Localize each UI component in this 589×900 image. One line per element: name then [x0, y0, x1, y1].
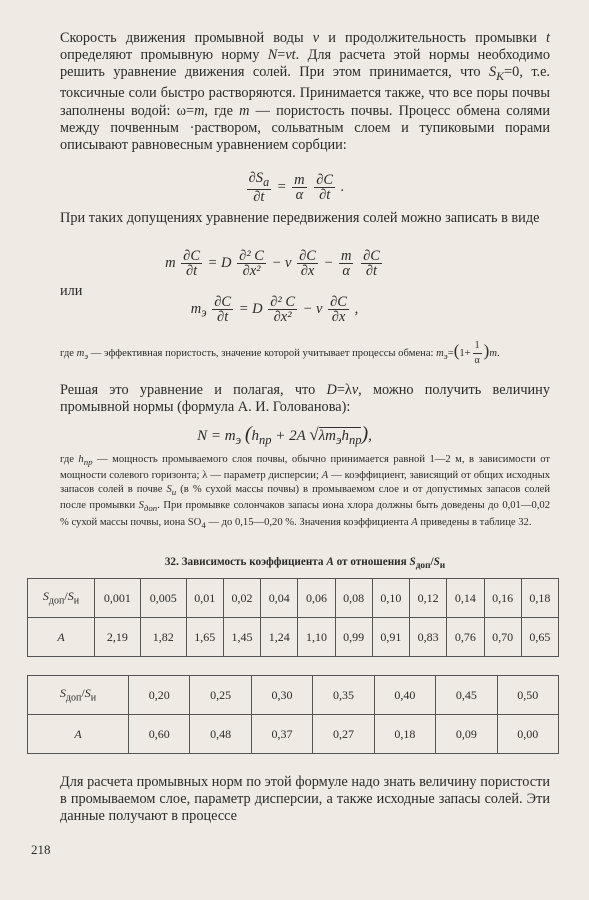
table-cell: 0,18: [374, 715, 435, 754]
table-cell: 0,01: [186, 579, 223, 618]
table-cell: 0,16: [484, 579, 521, 618]
table-row: [28, 618, 559, 657]
row-header-a: A: [28, 715, 129, 754]
paragraph-or: или: [60, 283, 83, 299]
table-cell: 1,82: [140, 618, 186, 657]
table-cell: 0,001: [95, 579, 141, 618]
table-cell: 0,35: [313, 676, 374, 715]
coefficient-table-part1: [27, 578, 559, 657]
paragraph-assumptions: При таких допущениях уравнение передвижения солей можно записать в виде: [60, 210, 540, 226]
table-cell: 0,12: [410, 579, 447, 618]
table-cell: 2,19: [95, 618, 141, 657]
table-cell: 0,02: [223, 579, 260, 618]
table-cell: 0,30: [251, 676, 312, 715]
row-header-ratio: $S_{доп}/S_и$: [28, 579, 95, 618]
table-cell: 0,91: [372, 618, 409, 657]
row-header-a: A: [28, 618, 95, 657]
table-cell: 0,18: [521, 579, 558, 618]
table-row: [28, 676, 559, 715]
table-cell: 0,04: [261, 579, 298, 618]
table-cell: 0,48: [190, 715, 251, 754]
formula-sorption: $\frac{\partial S_a}{\partial t}$ = $\frac{m}{\alpha}$ $\frac{\partial C}{\partial t}$ .: [248, 170, 345, 205]
note-definitions: где $h_{пр}$ — мощность промываемого слоя почвы, обычно принимается равной 1—2 м, в зависимости от мощности солевого горизонта; λ — параметр дисперсии; A — коэффициент, зависящий от общих исходных запасов солей в почве $S_и$ (в % сухой массы почвы) в промываемом слое и от допустимых запасов солей после промывки $S_{доп}$. При промывке солончаков запасы иона хлора должны быть доведены до 0,01—0,02 % сухой массы почвы, иона $SO_4$ — до 0,15—0,20 %. Значения коэффициента A приведены в таблице 32.: [60, 454, 550, 530]
table-cell: 0,40: [374, 676, 435, 715]
table-cell: 0,37: [251, 715, 312, 754]
table-cell: 0,14: [447, 579, 484, 618]
table-cell: 1,10: [298, 618, 335, 657]
table-cell: 0,20: [129, 676, 190, 715]
table-cell: 1,24: [261, 618, 298, 657]
paragraph-solution: Решая это уравнение и полагая, что D=λv, можно получить величину промывной нормы (формула А. И. Голованова):: [60, 382, 550, 416]
paragraph-intro: Скорость движения промывной воды v и продолжительность промывки t определяют промывную норму N=vt. Для расчета этой нормы необходимо решить уравнение движения солей. При этом принимается, что $S_K=0$, т.е. токсичные соли быстро растворяются. Принимается также, что все поры почвы заполнены водой: ω=m, где m — пористость почвы. Процесс обмена солями между почвенным ·раствором, сольватным слоем и тупиковыми порами описывают равновесным уравнением сорбции:: [60, 30, 550, 154]
note-effective-porosity: где $m_э$ — эффективная пористость, значение которой учитывает процессы обмена: $m_э=(1+$ $\frac{1}{\alpha}$ )m.: [60, 340, 500, 366]
table-caption: 32. Зависимость коэффициента A от отношения $S_{доп}/S_и$: [164, 556, 446, 572]
table-cell: 0,50: [497, 676, 558, 715]
table-cell: 1,45: [223, 618, 260, 657]
table-cell: 0,65: [521, 618, 558, 657]
table-cell: 0,70: [484, 618, 521, 657]
table-cell: 0,09: [436, 715, 497, 754]
table-cell: 0,27: [313, 715, 374, 754]
table-row: [28, 715, 559, 754]
table-cell: 0,45: [436, 676, 497, 715]
page-number: 218: [31, 842, 51, 857]
table-row: [28, 579, 559, 618]
table-cell: 0,60: [129, 715, 190, 754]
table-cell: 0,10: [372, 579, 409, 618]
table-cell: 0,005: [140, 579, 186, 618]
table-cell: 1,65: [186, 618, 223, 657]
row-header-ratio: $S_{доп}/S_и$: [28, 676, 129, 715]
coefficient-table-part2: [27, 675, 559, 754]
formula-transport: m $\frac{\partial C}{\partial t}$ = D $\frac{\text{∂² C}}{\text{∂x²}}$ − v $\frac{\partial C}{\partial x}$ − $\frac{m}{\alpha}$ $\frac{\partial C}{\partial t}$: [165, 248, 380, 279]
formula-effective: $m_э$ $\frac{\partial C}{\partial t}$ = D $\frac{\text{∂² C}}{\text{∂x²}}$ − v $\frac{\partial C}{\partial x}$ ,: [190, 294, 359, 325]
table-cell: 0,25: [190, 676, 251, 715]
table-cell: 0,99: [335, 618, 372, 657]
table-cell: 0,83: [410, 618, 447, 657]
table-cell: 0,06: [298, 579, 335, 618]
formula-golovanov: $N = m_э$ ($h_{пр} + 2A$ $√\lambda m_эh_{пр}$),: [197, 423, 372, 447]
paragraph-closing: Для расчета промывных норм по этой формуле надо знать величину пористости в промываемом слое, параметр дисперсии, а также исходные запасы солей. Эти данные получают в процессе: [60, 774, 550, 825]
table-cell: 0,08: [335, 579, 372, 618]
table-cell: 0,00: [497, 715, 558, 754]
table-cell: 0,76: [447, 618, 484, 657]
